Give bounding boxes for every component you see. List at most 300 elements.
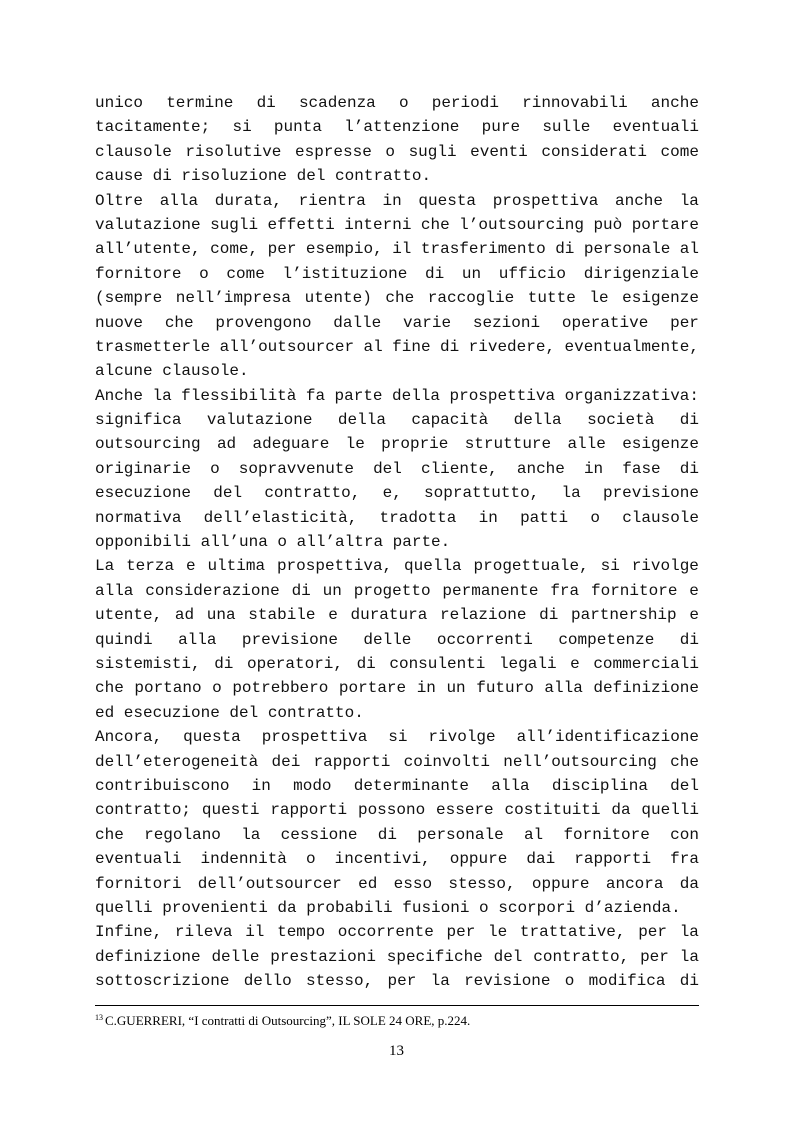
text-line	[95, 774, 699, 798]
word: di	[440, 337, 460, 356]
text-line	[95, 798, 699, 822]
word: che	[95, 679, 124, 698]
word: o	[305, 850, 316, 869]
word: personale	[417, 825, 504, 844]
word: alla	[491, 776, 530, 795]
word: di	[679, 630, 699, 649]
word: potrebbero	[232, 679, 329, 698]
word: prospettiva	[261, 728, 368, 747]
word: commerciali	[593, 654, 699, 673]
word: sulle	[542, 118, 591, 137]
word: essere	[436, 801, 494, 820]
word: un	[322, 581, 342, 600]
word: modo	[293, 776, 332, 795]
word: società	[587, 411, 655, 430]
word: per	[267, 240, 297, 259]
word: ad	[216, 435, 237, 454]
word: per	[446, 923, 476, 942]
word: provengono	[215, 313, 312, 332]
word: e	[689, 606, 699, 625]
word: espresse	[294, 142, 372, 161]
word: consulenti	[389, 654, 486, 673]
word: eventuali	[95, 850, 182, 869]
word: fornitore	[95, 264, 182, 283]
word: nell’outsourcing	[503, 752, 657, 771]
word: relazione	[440, 606, 527, 625]
word: all’outsourcer	[219, 337, 355, 356]
word: adeguare	[252, 435, 330, 454]
word: terza	[126, 557, 175, 576]
word: prospettiva	[492, 191, 599, 210]
word: prospettiva	[449, 386, 556, 405]
word: occorrenti	[436, 630, 533, 649]
word: all’altra	[296, 533, 384, 552]
word: scorpori	[498, 898, 576, 917]
text-line	[95, 530, 699, 554]
word: in	[583, 459, 604, 478]
word: occorrente	[337, 923, 434, 942]
word: fornitore	[563, 825, 650, 844]
word: raccoglie	[427, 289, 515, 308]
word: al	[523, 825, 544, 844]
word: provenienti	[162, 898, 268, 917]
word: quelli	[641, 801, 699, 820]
word: può	[593, 215, 623, 234]
word: e	[570, 654, 580, 673]
word: rivedere,	[468, 337, 556, 356]
word: esecuzione	[123, 703, 220, 722]
text-line	[95, 872, 699, 896]
word: ed	[95, 703, 115, 722]
text-line	[95, 359, 699, 383]
word: dell’eterogeneità	[95, 752, 259, 771]
word: determinante	[353, 776, 469, 795]
word: contratto.	[267, 703, 364, 722]
word: capacità	[411, 411, 489, 430]
text-line	[95, 920, 699, 944]
word: ancora	[605, 874, 664, 893]
word: di	[291, 581, 311, 600]
word: di	[539, 606, 559, 625]
word: legali	[498, 654, 557, 673]
word: prospettiva,	[276, 557, 393, 576]
word: esso	[393, 874, 433, 893]
word: per	[638, 923, 668, 942]
word: dell’outsourcer	[197, 874, 342, 893]
word: anche	[650, 94, 699, 112]
word: valutazione	[206, 411, 313, 430]
word: possono	[357, 801, 426, 820]
word: trasmetterle	[95, 337, 211, 356]
word: che	[670, 752, 699, 771]
word: anche	[516, 459, 565, 478]
word: punta	[273, 118, 322, 137]
word: rivolge	[428, 728, 496, 747]
word: eventuali	[612, 118, 699, 137]
word: contribuiscono	[95, 776, 230, 795]
word: tacitamente;	[95, 118, 211, 137]
word: del	[670, 776, 699, 795]
word: da	[611, 801, 631, 820]
word: un	[461, 264, 482, 283]
word: della	[392, 386, 441, 405]
word: l’attenzione	[344, 118, 460, 137]
text-line	[95, 701, 699, 725]
word: le	[345, 435, 365, 454]
word: rientra	[298, 191, 366, 210]
word: contratto;	[95, 801, 192, 820]
word: o	[277, 533, 288, 552]
word: di	[377, 825, 397, 844]
word: probabili	[306, 898, 393, 917]
text-line	[95, 262, 699, 286]
word: stesso,	[448, 874, 516, 893]
word: effetti	[267, 215, 335, 234]
word: coinvolti	[403, 752, 491, 771]
word: della	[337, 411, 386, 430]
word: portano	[134, 679, 202, 698]
word: la	[152, 386, 172, 405]
word: varie	[403, 313, 452, 332]
word: eventualmente,	[564, 337, 699, 356]
word: strutture	[464, 435, 552, 454]
word: ultima	[207, 557, 266, 576]
word: valutazione	[95, 215, 201, 234]
word: di	[555, 240, 575, 259]
word: o	[398, 94, 409, 112]
word: fase	[622, 459, 661, 478]
word: fra	[550, 581, 580, 600]
text-line	[95, 896, 699, 920]
word: sottoscrizione	[95, 972, 230, 991]
word: Ancora,	[95, 728, 163, 747]
word: per	[640, 947, 669, 966]
word: rivolge	[631, 557, 699, 576]
word: in	[382, 191, 402, 210]
text-line	[95, 725, 699, 749]
word: regolano	[144, 825, 221, 844]
word: stabile	[248, 606, 316, 625]
word: in	[416, 679, 436, 698]
word: esecuzione	[95, 484, 192, 503]
word: il	[392, 240, 412, 259]
word: di	[356, 654, 376, 673]
text-line	[95, 603, 699, 627]
word: portare	[338, 679, 407, 698]
word: con	[670, 825, 699, 844]
word: per	[670, 313, 699, 332]
word: indennità	[200, 850, 287, 869]
body-text	[95, 91, 699, 993]
word: definizione	[593, 679, 699, 698]
word: quelli	[95, 898, 153, 917]
word: parte	[334, 386, 383, 405]
text-line	[95, 311, 699, 335]
word: ad	[174, 606, 195, 625]
word: (sempre	[95, 289, 163, 308]
word: sugli	[210, 215, 259, 234]
word: esigenze	[622, 289, 699, 308]
word: da	[679, 874, 699, 893]
text-line	[95, 676, 699, 700]
text-line	[95, 847, 699, 871]
word: al	[679, 240, 699, 259]
word: Infine,	[95, 923, 163, 942]
word: prestazioni	[270, 947, 376, 966]
footnote	[95, 1013, 470, 1029]
word: clausole.	[162, 362, 249, 381]
text-line	[95, 481, 699, 505]
word: alla	[178, 630, 217, 649]
word: fra	[670, 850, 699, 869]
word: del	[229, 703, 259, 722]
word: all’identificazione	[516, 728, 699, 747]
word: il	[245, 923, 265, 942]
word: all’una	[200, 533, 268, 552]
text-line	[95, 750, 699, 774]
word: questi	[201, 801, 260, 820]
page-number: 13	[389, 1043, 404, 1059]
word: rapporti	[574, 850, 652, 869]
word: di	[152, 167, 172, 186]
word: contratto.	[335, 167, 432, 186]
word: in	[251, 776, 271, 795]
word: progetto	[353, 581, 431, 600]
word: la	[679, 947, 699, 966]
word: clausole	[622, 508, 699, 527]
word: dalle	[333, 313, 382, 332]
word: ufficio	[498, 264, 567, 283]
word: oppure	[449, 850, 508, 869]
word: soprattutto,	[424, 484, 540, 503]
word: definizione	[95, 947, 201, 966]
word: che	[164, 313, 194, 332]
text-line	[95, 189, 699, 213]
word: partnership	[571, 606, 677, 625]
word: di	[214, 654, 234, 673]
word: come	[660, 142, 699, 161]
word: che	[95, 825, 124, 844]
word: rinnovabili	[522, 94, 628, 112]
word: o	[212, 679, 222, 698]
word: permanente	[442, 581, 539, 600]
word: la	[679, 923, 699, 942]
word: sopravvenute	[238, 459, 354, 478]
word: cliente,	[420, 459, 498, 478]
word: fusioni	[402, 898, 470, 917]
word: della	[513, 411, 562, 430]
word: tradotta	[379, 508, 457, 527]
word: clausole	[95, 142, 172, 161]
word: pure	[481, 118, 521, 137]
word: nuove	[95, 313, 144, 332]
text-line	[95, 652, 699, 676]
text-line	[95, 408, 699, 432]
word: l’outsourcing	[459, 215, 584, 234]
word: specifiche	[386, 947, 483, 966]
word: di	[679, 459, 699, 478]
word: o	[479, 898, 489, 917]
word: rileva	[174, 923, 233, 942]
text-line	[95, 506, 699, 530]
word: sezioni	[472, 313, 541, 332]
word: operative	[561, 313, 649, 332]
text-line	[95, 969, 699, 993]
word: risolutive	[185, 142, 282, 161]
footnote-number: 13	[95, 1013, 103, 1022]
word: o	[590, 508, 600, 527]
word: quella	[404, 557, 462, 576]
word: incentivi,	[334, 850, 431, 869]
word: le	[488, 923, 508, 942]
word: termine	[166, 94, 234, 112]
word: una	[206, 606, 236, 625]
word: e,	[382, 484, 402, 503]
text-line	[95, 579, 699, 603]
text-line	[95, 115, 699, 139]
word: del	[493, 947, 523, 966]
word: trattative,	[519, 923, 626, 942]
word: flessibilità	[181, 386, 297, 405]
word: delle	[363, 630, 412, 649]
word: di	[679, 972, 699, 991]
word: dell’elasticità,	[203, 508, 358, 527]
word: di	[425, 264, 445, 283]
word: quindi	[95, 630, 153, 649]
word: risoluzione	[181, 167, 288, 186]
text-line	[95, 823, 699, 847]
word: patti	[520, 508, 569, 527]
word: dirigenziale	[583, 264, 699, 283]
word: fornitore	[591, 581, 678, 600]
text-line	[95, 457, 699, 481]
word: in	[478, 508, 498, 527]
word: parte.	[392, 533, 451, 552]
word: fornitori	[95, 874, 182, 893]
word: o	[210, 459, 220, 478]
word: costituiti	[504, 801, 601, 820]
text-line	[95, 213, 699, 237]
word: la	[241, 825, 261, 844]
word: le	[589, 289, 609, 308]
word: alla	[159, 191, 199, 210]
word: dai	[526, 850, 556, 869]
text-line	[95, 164, 699, 188]
word: trasferimento	[420, 240, 546, 259]
word: un	[446, 679, 466, 698]
word: alla	[95, 581, 134, 600]
text-line	[95, 384, 699, 408]
word: eventi	[470, 142, 528, 161]
word: scadenza	[298, 94, 376, 112]
word: La	[95, 557, 115, 576]
footnote-text: C.GUERRERI, “I contratti di Outsourcing”, IL SOLE 24 ORE, p.224.	[105, 1013, 471, 1028]
text-line	[95, 554, 699, 578]
text-line	[95, 237, 699, 261]
word: la	[430, 972, 450, 991]
word: sistemisti,	[95, 654, 201, 673]
word: del	[296, 167, 326, 186]
word: contratto,	[533, 947, 630, 966]
word: previsione	[602, 484, 699, 503]
text-line	[95, 91, 699, 115]
word: questa	[183, 728, 241, 747]
word: operatori,	[246, 654, 343, 673]
word: cause	[95, 167, 144, 186]
text-line	[95, 335, 699, 359]
word: che	[420, 215, 450, 234]
word: oppure	[531, 874, 590, 893]
word: considerati	[541, 142, 647, 161]
word: alla	[544, 679, 583, 698]
word: modifica	[588, 972, 666, 991]
word: tempo	[277, 923, 326, 942]
word: portare	[631, 215, 699, 234]
word: unico	[95, 94, 144, 112]
word: e	[689, 581, 699, 600]
word: alle	[567, 435, 606, 454]
word: dello	[243, 972, 292, 991]
word: di	[679, 411, 699, 430]
word: anche	[615, 191, 664, 210]
word: competenze	[558, 630, 655, 649]
word: questa	[418, 191, 477, 210]
word: come,	[210, 240, 259, 259]
word: proprie	[381, 435, 449, 454]
word: previsione	[241, 630, 338, 649]
word: Oltre	[95, 191, 144, 210]
word: disciplina	[551, 776, 648, 795]
word: futuro	[476, 679, 534, 698]
word: e	[185, 557, 196, 576]
word: d’azienda.	[584, 898, 681, 917]
word: del	[373, 459, 402, 478]
word: o	[564, 972, 575, 991]
word: cessione	[280, 825, 358, 844]
word: si	[388, 728, 408, 747]
text-line	[95, 628, 699, 652]
word: stesso,	[306, 972, 374, 991]
word: durata,	[214, 191, 282, 210]
word: o	[199, 264, 209, 283]
word: al	[363, 337, 383, 356]
word: fa	[305, 386, 326, 405]
word: rapporti	[313, 752, 391, 771]
word: utente,	[95, 606, 163, 625]
text-line	[95, 140, 699, 164]
word: normativa	[95, 508, 182, 527]
word: considerazione	[145, 581, 280, 600]
word: utente)	[304, 289, 372, 308]
word: sugli	[408, 142, 457, 161]
word: come	[226, 264, 265, 283]
word: l’istituzione	[282, 264, 408, 283]
word: esempio,	[305, 240, 383, 259]
word: si	[232, 118, 252, 137]
word: esigenze	[622, 435, 699, 454]
text-line	[95, 432, 699, 456]
word: all’utente,	[95, 240, 201, 259]
word: periodi	[431, 94, 499, 112]
word: Anche	[95, 386, 144, 405]
word: contratto,	[264, 484, 361, 503]
word: interni	[344, 215, 412, 234]
word: la	[679, 191, 699, 210]
word: e	[328, 606, 338, 625]
word: ed	[358, 874, 378, 893]
word: fine	[392, 337, 431, 356]
word: nell’impresa	[175, 289, 292, 308]
